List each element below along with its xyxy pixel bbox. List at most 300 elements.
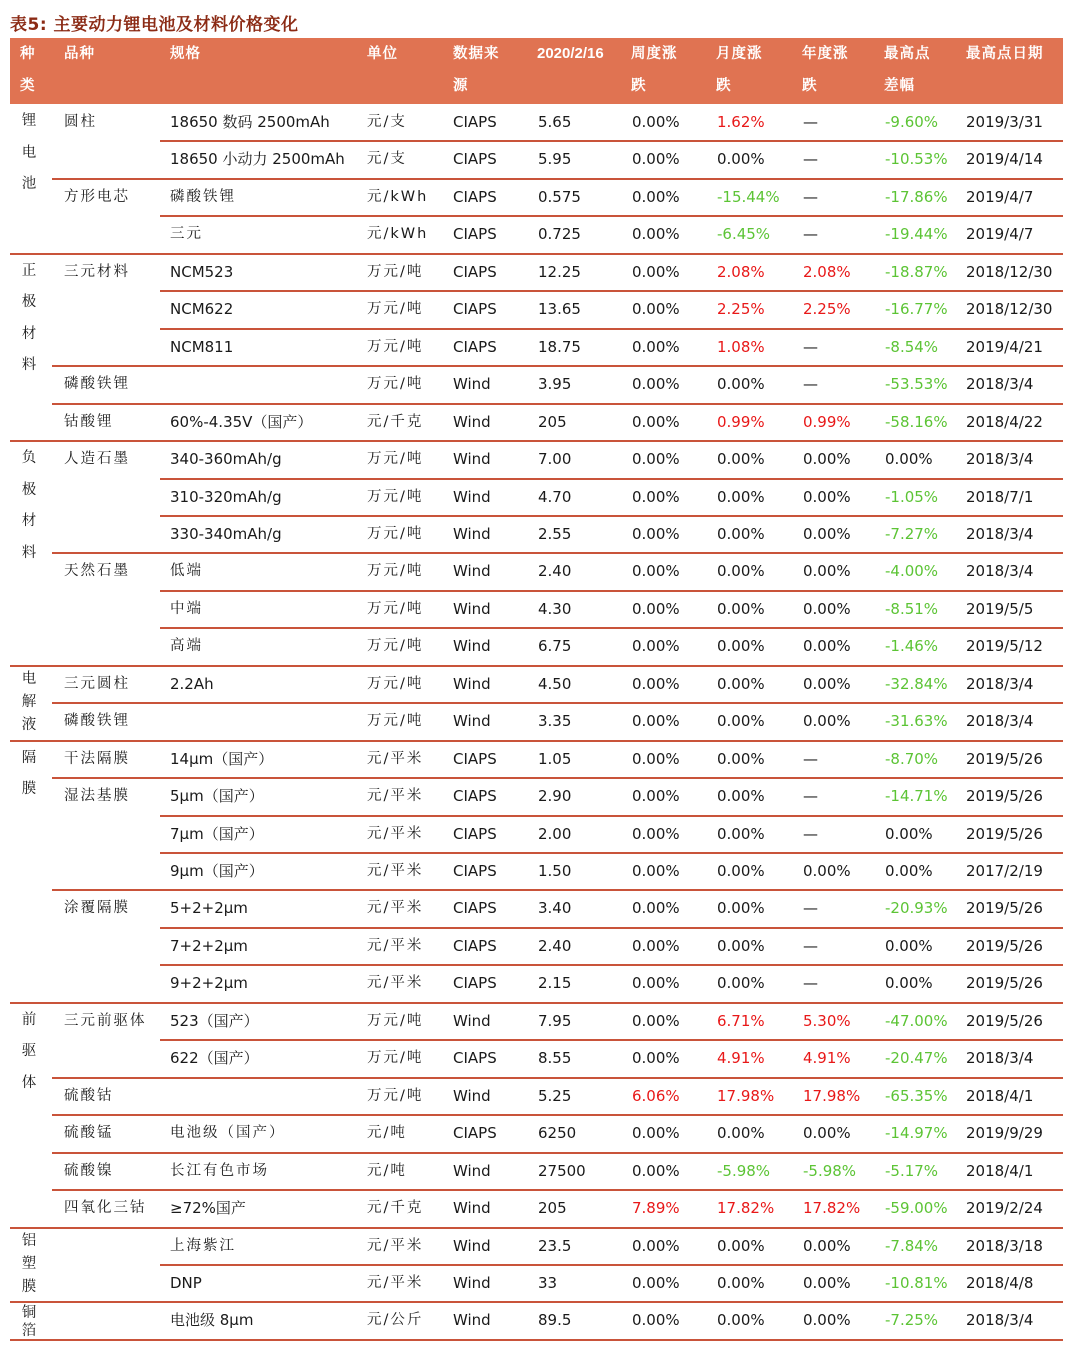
cell-peak-date: 2019/4/7 [966, 187, 1034, 206]
cell-price: 33 [538, 1273, 558, 1292]
cell-unit: 万元/吨 [367, 563, 424, 580]
cell-spec: 310-320mAh/g [170, 487, 282, 506]
category-char: 料 [21, 357, 37, 374]
cell-weekly: 0.00% [632, 1049, 680, 1068]
cell-yearly: 0.00% [803, 674, 851, 693]
category-label [18, 106, 40, 201]
cell-price: 2.40 [538, 562, 572, 581]
cell-peak-gap: -8.54% [885, 337, 939, 356]
cell-spec: 电池级（国产） [170, 1125, 286, 1142]
cell-price: 27500 [538, 1161, 586, 1180]
category-char: 膜 [21, 781, 37, 798]
cell-monthly: 0.00% [717, 637, 765, 656]
cell-spec: 磷酸铁锂 [170, 188, 236, 205]
cell-price: 4.30 [538, 599, 572, 618]
cell-yearly: 0.00% [803, 637, 851, 656]
cell-spec: 9μm（国产） [170, 862, 264, 880]
cell-monthly: 0.00% [717, 824, 765, 843]
cell-peak-date: 2018/7/1 [966, 487, 1034, 506]
cell-source: CIAPS [453, 262, 497, 281]
cell-unit: 元/kWh [367, 226, 429, 243]
cell-source: CIAPS [453, 787, 497, 806]
cell-peak-date: 2018/4/22 [966, 412, 1043, 431]
cell-variety: 方形电芯 [64, 188, 130, 205]
cell-monthly: 0.00% [717, 150, 765, 169]
cell-yearly: — [803, 150, 818, 169]
cell-source: Wind [453, 674, 491, 693]
cell-peak-gap: -1.05% [885, 487, 939, 506]
cell-weekly: 0.00% [632, 337, 680, 356]
header-price-date: 2020/2/16 [537, 45, 604, 62]
cell-monthly: 0.00% [717, 450, 765, 469]
cell-spec: 9+2+2μm [170, 974, 248, 993]
header-weekly-2: 跌 [631, 78, 647, 94]
category-char: 料 [21, 544, 37, 561]
cell-unit: 万元/吨 [367, 488, 424, 505]
cell-variety: 磷酸铁锂 [64, 376, 130, 393]
cell-weekly: 0.00% [632, 1124, 680, 1143]
cell-variety: 三元前驱体 [64, 1012, 147, 1029]
cell-spec: 7+2+2μm [170, 936, 248, 955]
category-label [18, 743, 40, 806]
header-unit: 单位 [367, 46, 398, 62]
cell-monthly: 0.00% [717, 1273, 765, 1292]
cell-peak-date: 2018/3/4 [966, 1049, 1034, 1068]
cell-monthly: 0.00% [717, 674, 765, 693]
cell-source: Wind [453, 487, 491, 506]
group-separator [10, 253, 1063, 255]
cell-monthly: 0.00% [717, 1311, 765, 1330]
header-variety: 品种 [64, 46, 95, 62]
cell-weekly: 0.00% [632, 562, 680, 581]
cell-weekly: 0.00% [632, 187, 680, 206]
cell-weekly: 0.00% [632, 899, 680, 918]
cell-variety: 圆柱 [64, 114, 97, 130]
cell-peak-date: 2019/5/26 [966, 936, 1043, 955]
cell-source: CIAPS [453, 337, 497, 356]
cell-unit: 万元/吨 [367, 263, 424, 280]
cell-weekly: 7.89% [632, 1199, 680, 1218]
cell-peak-gap: -10.53% [885, 150, 948, 169]
cell-source: Wind [453, 450, 491, 469]
cell-source: CIAPS [453, 936, 497, 955]
cell-source: Wind [453, 1199, 491, 1218]
cell-spec: 上海紫江 [170, 1237, 236, 1254]
cell-unit: 元/千克 [367, 1200, 424, 1217]
cell-spec: 5+2+2μm [170, 899, 248, 918]
cell-weekly: 0.00% [632, 412, 680, 431]
cell-monthly: -15.44% [717, 187, 780, 206]
cell-weekly: 0.00% [632, 862, 680, 880]
cell-unit: 元/平米 [367, 1237, 424, 1254]
cell-unit: 万元/吨 [367, 451, 424, 468]
cell-spec: 2.2Ah [170, 674, 214, 693]
cell-source: Wind [453, 375, 491, 394]
cell-yearly: — [803, 974, 818, 993]
cell-peak-date: 2018/3/18 [966, 1236, 1043, 1255]
category-char: 电 [21, 144, 37, 161]
variety-separator [52, 1152, 1063, 1154]
cell-peak-date: 2018/3/4 [966, 562, 1034, 581]
row-separator [160, 1264, 1063, 1266]
cell-peak-date: 2018/4/1 [966, 1161, 1034, 1180]
cell-spec: 18650 小动力 2500mAh [170, 150, 345, 169]
row-separator [160, 927, 1063, 929]
category-char: 负 [21, 450, 37, 467]
cell-yearly: 0.00% [803, 1236, 851, 1255]
cell-unit: 万元/吨 [367, 1012, 424, 1029]
category-char: 池 [21, 176, 37, 192]
cell-monthly: -5.98% [717, 1161, 771, 1180]
cell-weekly: 0.00% [632, 1161, 680, 1180]
cell-weekly: 0.00% [632, 524, 680, 543]
group-separator [10, 740, 1063, 742]
cell-peak-gap: -19.44% [885, 225, 948, 244]
header-weekly-1: 周度涨 [631, 46, 678, 62]
cell-yearly: 0.00% [803, 599, 851, 618]
cell-price: 5.65 [538, 113, 572, 131]
cell-spec: 5μm（国产） [170, 787, 264, 806]
cell-peak-date: 2018/3/4 [966, 674, 1034, 693]
cell-peak-date: 2019/4/21 [966, 337, 1043, 356]
cell-weekly: 0.00% [632, 1273, 680, 1292]
cell-monthly: 2.08% [717, 262, 765, 281]
cell-unit: 元/平米 [367, 825, 424, 842]
cell-price: 7.95 [538, 1011, 572, 1030]
cell-peak-date: 2018/3/4 [966, 375, 1034, 394]
cell-peak-date: 2019/5/26 [966, 787, 1043, 806]
cell-yearly: 17.82% [803, 1199, 861, 1218]
cell-monthly: 0.00% [717, 936, 765, 955]
cell-price: 7.00 [538, 450, 572, 469]
cell-peak-gap: -59.00% [885, 1199, 948, 1218]
variety-separator [52, 889, 1063, 891]
cell-spec: 330-340mAh/g [170, 524, 282, 543]
cell-spec: NCM523 [170, 262, 234, 281]
row-separator [160, 590, 1063, 592]
cell-yearly: 2.25% [803, 300, 851, 319]
cell-peak-gap: -58.16% [885, 412, 948, 431]
cell-unit: 元/平米 [367, 900, 424, 917]
cell-spec: NCM622 [170, 300, 234, 319]
row-separator [160, 478, 1063, 480]
cell-source: CIAPS [453, 824, 497, 843]
cell-weekly: 0.00% [632, 974, 680, 993]
cell-unit: 元/公斤 [367, 1312, 424, 1329]
cell-monthly: 0.00% [717, 562, 765, 581]
cell-variety: 人造石墨 [64, 451, 130, 468]
cell-monthly: 0.00% [717, 524, 765, 543]
cell-price: 6.75 [538, 637, 572, 656]
cell-peak-gap: -32.84% [885, 674, 948, 693]
cell-peak-gap: 0.00% [885, 450, 933, 469]
cell-peak-date: 2018/3/4 [966, 524, 1034, 543]
cell-unit: 万元/吨 [367, 675, 424, 692]
cell-price: 8.55 [538, 1049, 572, 1068]
cell-peak-gap: -53.53% [885, 375, 948, 394]
cell-variety: 三元圆柱 [64, 675, 130, 692]
cell-unit: 元/吨 [367, 1162, 407, 1179]
cell-spec: 三元 [170, 226, 203, 243]
cell-peak-gap: -17.86% [885, 187, 948, 206]
cell-peak-gap: -14.71% [885, 787, 948, 806]
header-spec: 规格 [170, 46, 201, 62]
cell-unit: 元/平米 [367, 975, 424, 992]
row-separator [160, 215, 1063, 217]
cell-weekly: 0.00% [632, 1311, 680, 1330]
cell-monthly: 0.00% [717, 487, 765, 506]
header-category-2: 类 [20, 78, 36, 94]
category-label [18, 443, 40, 569]
cell-peak-date: 2018/4/8 [966, 1273, 1034, 1292]
cell-peak-gap: 0.00% [885, 862, 933, 880]
cell-unit: 元/平米 [367, 788, 424, 805]
cell-yearly: 0.00% [803, 1311, 851, 1330]
cell-spec: 622（国产） [170, 1049, 259, 1068]
category-label [18, 668, 40, 737]
cell-unit: 万元/吨 [367, 638, 424, 655]
cell-source: CIAPS [453, 300, 497, 319]
category-char: 箔 [21, 1323, 37, 1340]
cell-peak-gap: -65.35% [885, 1086, 948, 1105]
header-source-2: 源 [453, 78, 469, 94]
cell-peak-gap: -18.87% [885, 262, 948, 281]
cell-price: 3.95 [538, 375, 572, 394]
cell-monthly: 4.91% [717, 1049, 765, 1068]
cell-peak-gap: -7.27% [885, 524, 939, 543]
category-char: 材 [21, 513, 37, 530]
cell-source: Wind [453, 637, 491, 656]
cell-price: 23.5 [538, 1236, 572, 1255]
row-separator [160, 964, 1063, 966]
cell-peak-gap: -20.47% [885, 1049, 948, 1068]
cell-monthly: 0.00% [717, 749, 765, 768]
cell-weekly: 0.00% [632, 487, 680, 506]
cell-source: CIAPS [453, 187, 497, 206]
cell-peak-date: 2019/5/5 [966, 599, 1034, 618]
cell-monthly: 0.00% [717, 1236, 765, 1255]
cell-peak-gap: -47.00% [885, 1011, 948, 1030]
cell-price: 13.65 [538, 300, 581, 319]
cell-unit: 元/平米 [367, 750, 424, 767]
header-peak-date: 最高点日期 [966, 46, 1044, 62]
cell-weekly: 0.00% [632, 225, 680, 244]
table-title: 表5: 主要动力锂电池及材料价格变化 [10, 15, 299, 35]
header-yearly-1: 年度涨 [802, 46, 849, 62]
variety-separator [52, 702, 1063, 704]
cell-monthly: 6.71% [717, 1011, 765, 1030]
cell-price: 1.50 [538, 862, 572, 880]
row-separator [160, 515, 1063, 517]
cell-yearly: 0.00% [803, 450, 851, 469]
category-char: 电 [21, 670, 37, 687]
cell-spec: 中端 [170, 600, 203, 617]
row-separator [160, 1039, 1063, 1041]
cell-weekly: 0.00% [632, 824, 680, 843]
cell-source: CIAPS [453, 225, 497, 244]
category-char: 解 [21, 693, 37, 710]
cell-price: 0.575 [538, 187, 581, 206]
cell-spec: 18650 数码 2500mAh [170, 113, 330, 131]
cell-peak-date: 2018/3/4 [966, 450, 1034, 469]
cell-monthly: 0.99% [717, 412, 765, 431]
cell-peak-date: 2017/2/19 [966, 862, 1043, 880]
cell-yearly: 4.91% [803, 1049, 851, 1068]
cell-peak-gap: 0.00% [885, 974, 933, 993]
cell-price: 205 [538, 412, 567, 431]
category-char: 极 [21, 294, 37, 311]
cell-yearly: 0.00% [803, 524, 851, 543]
cell-source: Wind [453, 1236, 491, 1255]
cell-monthly: 0.00% [717, 712, 765, 731]
cell-peak-date: 2019/9/29 [966, 1124, 1043, 1143]
cell-yearly: — [803, 113, 818, 131]
category-char: 液 [21, 716, 37, 733]
cell-peak-date: 2019/5/26 [966, 1011, 1043, 1030]
cell-price: 4.50 [538, 674, 572, 693]
cell-variety: 天然石墨 [64, 563, 130, 580]
cell-monthly: 0.00% [717, 599, 765, 618]
category-char: 铝 [21, 1232, 37, 1249]
cell-peak-gap: -7.84% [885, 1236, 939, 1255]
cell-unit: 万元/吨 [367, 525, 424, 542]
cell-monthly: 0.00% [717, 375, 765, 394]
variety-separator [52, 1114, 1063, 1116]
cell-monthly: 2.25% [717, 300, 765, 319]
cell-spec: NCM811 [170, 337, 234, 356]
header-category-1: 种 [20, 46, 36, 62]
header-monthly-1: 月度涨 [716, 46, 763, 62]
cell-weekly: 0.00% [632, 300, 680, 319]
cell-yearly: — [803, 749, 818, 768]
cell-source: CIAPS [453, 749, 497, 768]
cell-peak-gap: -7.25% [885, 1311, 939, 1330]
cell-unit: 万元/吨 [367, 376, 424, 393]
category-label [18, 256, 40, 382]
cell-source: CIAPS [453, 1049, 497, 1068]
category-label [18, 1304, 40, 1340]
cell-unit: 万元/吨 [367, 301, 424, 318]
cell-weekly: 0.00% [632, 150, 680, 169]
cell-spec: 低端 [170, 563, 203, 580]
cell-spec: 340-360mAh/g [170, 450, 282, 469]
variety-separator [52, 365, 1063, 367]
header-monthly-2: 跌 [716, 78, 732, 94]
cell-weekly: 6.06% [632, 1086, 680, 1105]
cell-peak-date: 2019/4/14 [966, 150, 1043, 169]
cell-peak-gap: -1.46% [885, 637, 939, 656]
cell-peak-date: 2019/3/31 [966, 113, 1043, 131]
cell-monthly: 0.00% [717, 899, 765, 918]
cell-price: 2.55 [538, 524, 572, 543]
cell-unit: 万元/吨 [367, 600, 424, 617]
cell-source: CIAPS [453, 974, 497, 993]
cell-unit: 元/支 [367, 114, 407, 130]
cell-monthly: 17.98% [717, 1086, 775, 1105]
cell-source: Wind [453, 1011, 491, 1030]
cell-weekly: 0.00% [632, 450, 680, 469]
header-source-1: 数据来 [453, 46, 500, 62]
cell-price: 12.25 [538, 262, 581, 281]
cell-weekly: 0.00% [632, 749, 680, 768]
cell-unit: 元/平米 [367, 937, 424, 954]
cell-source: CIAPS [453, 150, 497, 169]
cell-peak-date: 2018/12/30 [966, 262, 1053, 281]
cell-yearly: — [803, 337, 818, 356]
cell-price: 3.40 [538, 899, 572, 918]
cell-source: Wind [453, 524, 491, 543]
category-char: 锂 [21, 113, 37, 129]
cell-yearly: 0.00% [803, 1273, 851, 1292]
cell-weekly: 0.00% [632, 1236, 680, 1255]
cell-source: Wind [453, 1161, 491, 1180]
cell-variety: 湿法基膜 [64, 788, 130, 805]
cell-price: 2.00 [538, 824, 572, 843]
cell-source: Wind [453, 599, 491, 618]
cell-source: CIAPS [453, 113, 497, 131]
cell-weekly: 0.00% [632, 787, 680, 806]
cell-peak-date: 2019/5/26 [966, 974, 1043, 993]
cell-source: CIAPS [453, 1124, 497, 1143]
cell-spec: DNP [170, 1273, 202, 1292]
cell-weekly: 0.00% [632, 637, 680, 656]
cell-price: 205 [538, 1199, 567, 1218]
cell-unit: 万元/吨 [367, 713, 424, 730]
cell-peak-gap: -5.17% [885, 1161, 939, 1180]
cell-weekly: 0.00% [632, 674, 680, 693]
cell-weekly: 0.00% [632, 936, 680, 955]
cell-price: 18.75 [538, 337, 581, 356]
cell-monthly: 0.00% [717, 862, 765, 880]
variety-separator [52, 403, 1063, 405]
cell-spec: 14μm（国产） [170, 749, 274, 768]
group-separator [10, 1339, 1063, 1341]
cell-price: 0.725 [538, 225, 581, 244]
cell-peak-gap: -8.70% [885, 749, 939, 768]
cell-variety: 四氧化三钴 [64, 1200, 147, 1217]
cell-spec: 60%-4.35V（国产） [170, 412, 313, 431]
cell-unit: 元/平米 [367, 1274, 424, 1291]
cell-unit: 元/吨 [367, 1125, 407, 1142]
cell-monthly: 0.00% [717, 1124, 765, 1143]
cell-monthly: 17.82% [717, 1199, 775, 1218]
cell-yearly: 0.00% [803, 862, 851, 880]
cell-variety: 涂覆隔膜 [64, 900, 130, 917]
cell-peak-gap: -31.63% [885, 712, 948, 731]
category-label [18, 1230, 40, 1299]
cell-weekly: 0.00% [632, 262, 680, 281]
variety-separator [52, 1189, 1063, 1191]
row-separator [160, 815, 1063, 817]
cell-unit: 万元/吨 [367, 1087, 424, 1104]
cell-peak-date: 2019/2/24 [966, 1199, 1043, 1218]
cell-price: 2.15 [538, 974, 572, 993]
cell-yearly: 0.00% [803, 487, 851, 506]
cell-monthly: 0.00% [717, 787, 765, 806]
cell-source: Wind [453, 1086, 491, 1105]
cell-weekly: 0.00% [632, 113, 680, 131]
cell-weekly: 0.00% [632, 375, 680, 394]
cell-peak-date: 2019/5/12 [966, 637, 1043, 656]
cell-peak-date: 2019/5/26 [966, 824, 1043, 843]
cell-peak-gap: -16.77% [885, 300, 948, 319]
cell-weekly: 0.00% [632, 1011, 680, 1030]
cell-source: Wind [453, 562, 491, 581]
category-char: 正 [21, 262, 37, 279]
header-yearly-2: 跌 [802, 78, 818, 94]
cell-yearly: 0.00% [803, 1124, 851, 1143]
variety-separator [52, 777, 1063, 779]
